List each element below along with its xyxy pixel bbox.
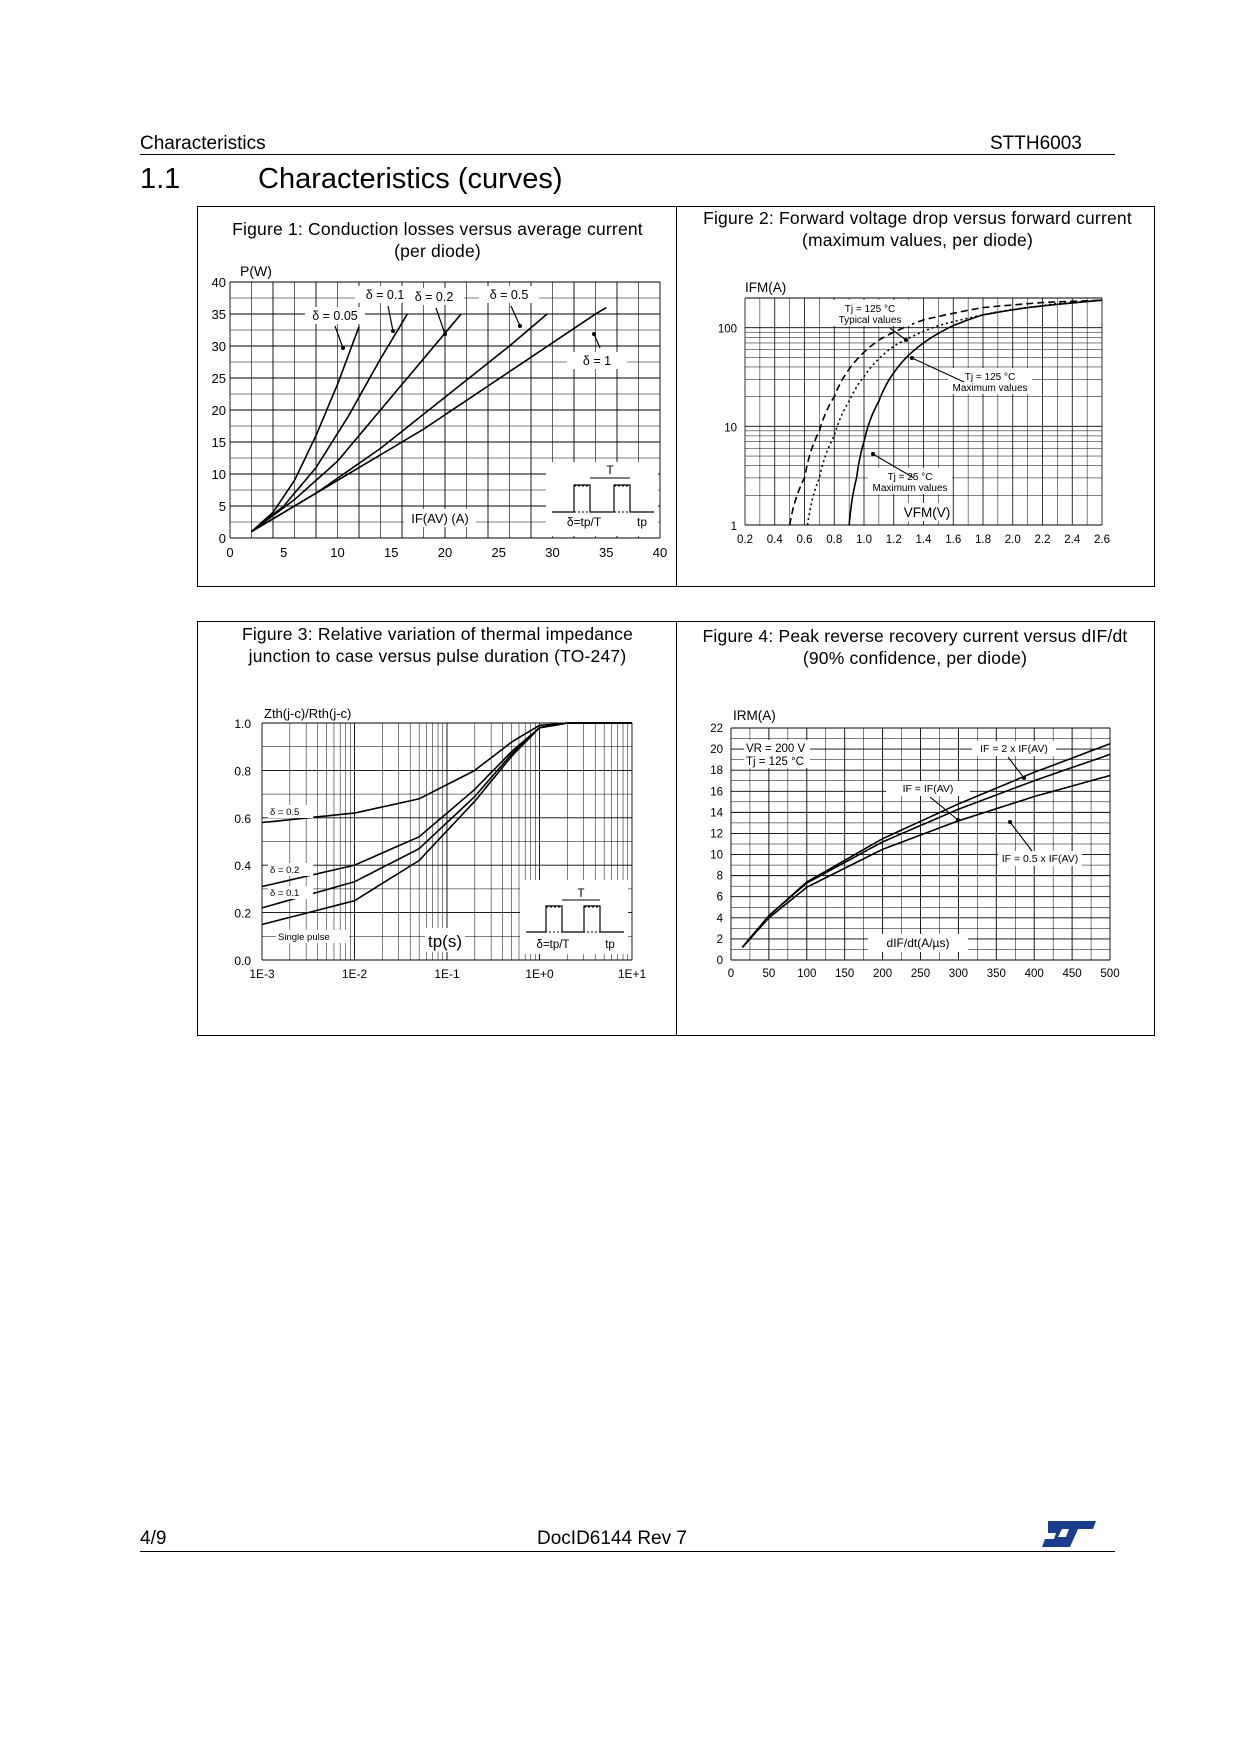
figure-2-title: Figure 2: Forward voltage drop versus forward current (maximum values, per diode) [703, 208, 1132, 250]
section-number: 1.1 [140, 163, 181, 195]
figure-3-title: Figure 3: Relative variation of thermal impedance junction to case versus pulse duration (TO-247) [241, 624, 634, 666]
condition-label: Tj = 25 °C [887, 472, 933, 483]
y-tick-label: 30 [211, 339, 226, 354]
x-tick-label: 1E-2 [341, 967, 368, 981]
x-tick-label: 50 [762, 968, 776, 980]
y-tick-label: 2 [716, 933, 723, 946]
x-tick-label: 15 [384, 545, 399, 560]
figure-4-series [742, 744, 1110, 948]
x-tick-label: 0 [226, 545, 234, 560]
x-tick-label: 250 [910, 968, 931, 980]
y-tick-label: 25 [211, 371, 226, 386]
y-tick-label: 8 [716, 870, 723, 883]
y-axis-label: P(W) [240, 263, 272, 279]
y-axis-label: IRM(A) [733, 708, 776, 723]
y-tick-label: 0.8 [234, 764, 251, 779]
y-axis-label: Zth(j-c)/Rth(j-c) [264, 706, 352, 721]
y-tick-label: 100 [717, 323, 737, 336]
y-tick-label: 0.2 [234, 906, 251, 921]
condition-label: Tj = 125 °C [844, 304, 896, 315]
y-axis-label: IFM(A) [745, 280, 787, 295]
section-title: Characteristics (curves) [258, 163, 563, 195]
x-tick-label: 0.8 [826, 534, 843, 546]
leader-head [1008, 820, 1012, 824]
x-tick-label: 0.4 [766, 534, 783, 546]
y-tick-label: 15 [211, 435, 226, 450]
series-label: δ = 0.2 [270, 865, 300, 876]
x-tick-label: 0 [727, 968, 735, 980]
y-tick-label: 10 [211, 467, 226, 482]
y-tick-label: 20 [211, 403, 226, 418]
x-tick-label: 5 [280, 545, 288, 560]
x-tick-label: 200 [873, 968, 893, 980]
duty-label: δ=tp/T [566, 515, 602, 529]
y-tick-label: 14 [710, 807, 723, 820]
y-tick-label: 0 [716, 955, 723, 967]
figure-1-title: Figure 1: Conduction losses versus average current (per diode) [232, 219, 643, 261]
series-label: δ = 0.1 [365, 288, 405, 302]
x-axis-label: IF(AV) (A) [411, 511, 469, 526]
x-tick-label: 1.8 [975, 534, 991, 546]
x-tick-label: 0.6 [796, 534, 813, 546]
y-tick-label: 22 [710, 723, 723, 735]
y-tick-label: 18 [710, 765, 723, 778]
duty-label: δ=tp/T [536, 939, 570, 951]
x-axis-label: VFM(V) [903, 505, 951, 520]
leader-head [956, 818, 960, 822]
x-axis-label: tp(s) [428, 932, 462, 951]
x-tick-label: 2.0 [1004, 534, 1021, 546]
y-tick-label: 16 [710, 786, 723, 799]
period-label: T [577, 888, 585, 900]
condition-label: Maximum values [952, 383, 1028, 394]
y-tick-label: 0.4 [234, 859, 251, 874]
x-tick-label: 1.6 [945, 534, 962, 546]
series-label: IF = 0.5 x IF(AV) [1001, 853, 1079, 865]
series-label: δ = 0.05 [312, 309, 358, 323]
st-logo [1040, 1515, 1100, 1549]
x-tick-label: 2.2 [1034, 534, 1051, 546]
figure-4-title: Figure 4: Peak reverse recovery current versus dIF/dt (90% confidence, per diode) [702, 626, 1128, 668]
tp-label: tp [636, 515, 648, 529]
series-label: δ = 0.5 [489, 288, 529, 302]
series-label: δ = 0.2 [414, 290, 454, 304]
condition-label: Tj = 125 °C [964, 372, 1016, 383]
x-tick-label: 350 [986, 968, 1006, 980]
y-tick-label: 0.0 [234, 954, 251, 968]
header-part-number: STTH6003 [990, 133, 1082, 154]
leader-line [930, 797, 958, 820]
x-tick-label: 400 [1024, 968, 1044, 980]
y-tick-label: 0 [218, 531, 226, 546]
footer-doc-id: DocID6144 Rev 7 [537, 1528, 687, 1549]
x-tick-label: 1E-1 [434, 967, 460, 981]
header-section: Characteristics [140, 133, 266, 154]
y-tick-label: 4 [716, 912, 723, 925]
y-tick-label: 0.6 [234, 811, 251, 826]
x-tick-label: 35 [599, 545, 614, 560]
leader-line [1010, 822, 1032, 851]
x-tick-label: 450 [1062, 968, 1082, 980]
footer-page-number: 4/9 [140, 1528, 167, 1549]
series-label: IF = 2 x IF(AV) [980, 743, 1048, 755]
tp-label: tp [605, 939, 615, 951]
footer-rule [140, 1551, 1115, 1552]
x-tick-label: 30 [545, 545, 560, 560]
x-tick-label: 25 [491, 545, 506, 560]
y-tick-label: 6 [716, 891, 723, 904]
x-tick-label: 2.4 [1064, 534, 1081, 546]
y-tick-label: 1.0 [234, 717, 251, 731]
x-tick-label: 150 [835, 968, 855, 980]
leader-head [1022, 776, 1026, 780]
x-tick-label: 1.4 [915, 534, 932, 546]
x-tick-label: 1.0 [856, 534, 872, 546]
x-tick-label: 1E+1 [617, 967, 647, 981]
condition-label: Typical values [838, 315, 902, 326]
y-tick-label: 35 [211, 307, 226, 322]
y-tick-label: 1 [730, 521, 737, 533]
leader-line [1008, 757, 1024, 778]
series-label: IF = IF(AV) [902, 783, 954, 795]
x-tick-label: 2.6 [1094, 534, 1110, 546]
x-tick-label: 1.2 [885, 534, 902, 546]
series-label: δ = 0.1 [270, 888, 300, 899]
y-tick-label: 12 [710, 828, 723, 841]
condition-label: Tj = 125 °C [746, 756, 804, 768]
y-tick-label: 10 [724, 422, 737, 435]
x-tick-label: 1E-3 [249, 967, 275, 981]
x-tick-label: 20 [437, 545, 453, 560]
x-tick-label: 100 [797, 968, 817, 980]
x-tick-label: 300 [948, 968, 968, 980]
period-label: T [606, 463, 614, 477]
condition-label: Maximum values [872, 483, 948, 494]
x-tick-label: 10 [330, 545, 345, 560]
x-tick-label: 1E+0 [525, 967, 554, 981]
series-label: δ = 0.5 [270, 807, 300, 818]
x-tick-label: 500 [1100, 968, 1120, 980]
series-label: δ = 1 [582, 354, 612, 368]
y-tick-label: 40 [211, 275, 226, 290]
y-tick-label: 5 [218, 499, 226, 514]
x-axis-label: dIF/dt(A/µs) [886, 936, 950, 950]
x-tick-label: 0.2 [737, 534, 753, 546]
y-tick-label: 20 [710, 744, 723, 757]
y-tick-label: 10 [710, 849, 723, 862]
figure-4-annotations [744, 740, 1082, 952]
condition-label: VR = 200 V [746, 743, 806, 755]
x-tick-label: 40 [652, 545, 668, 560]
series-label: Single pulse [278, 932, 330, 943]
